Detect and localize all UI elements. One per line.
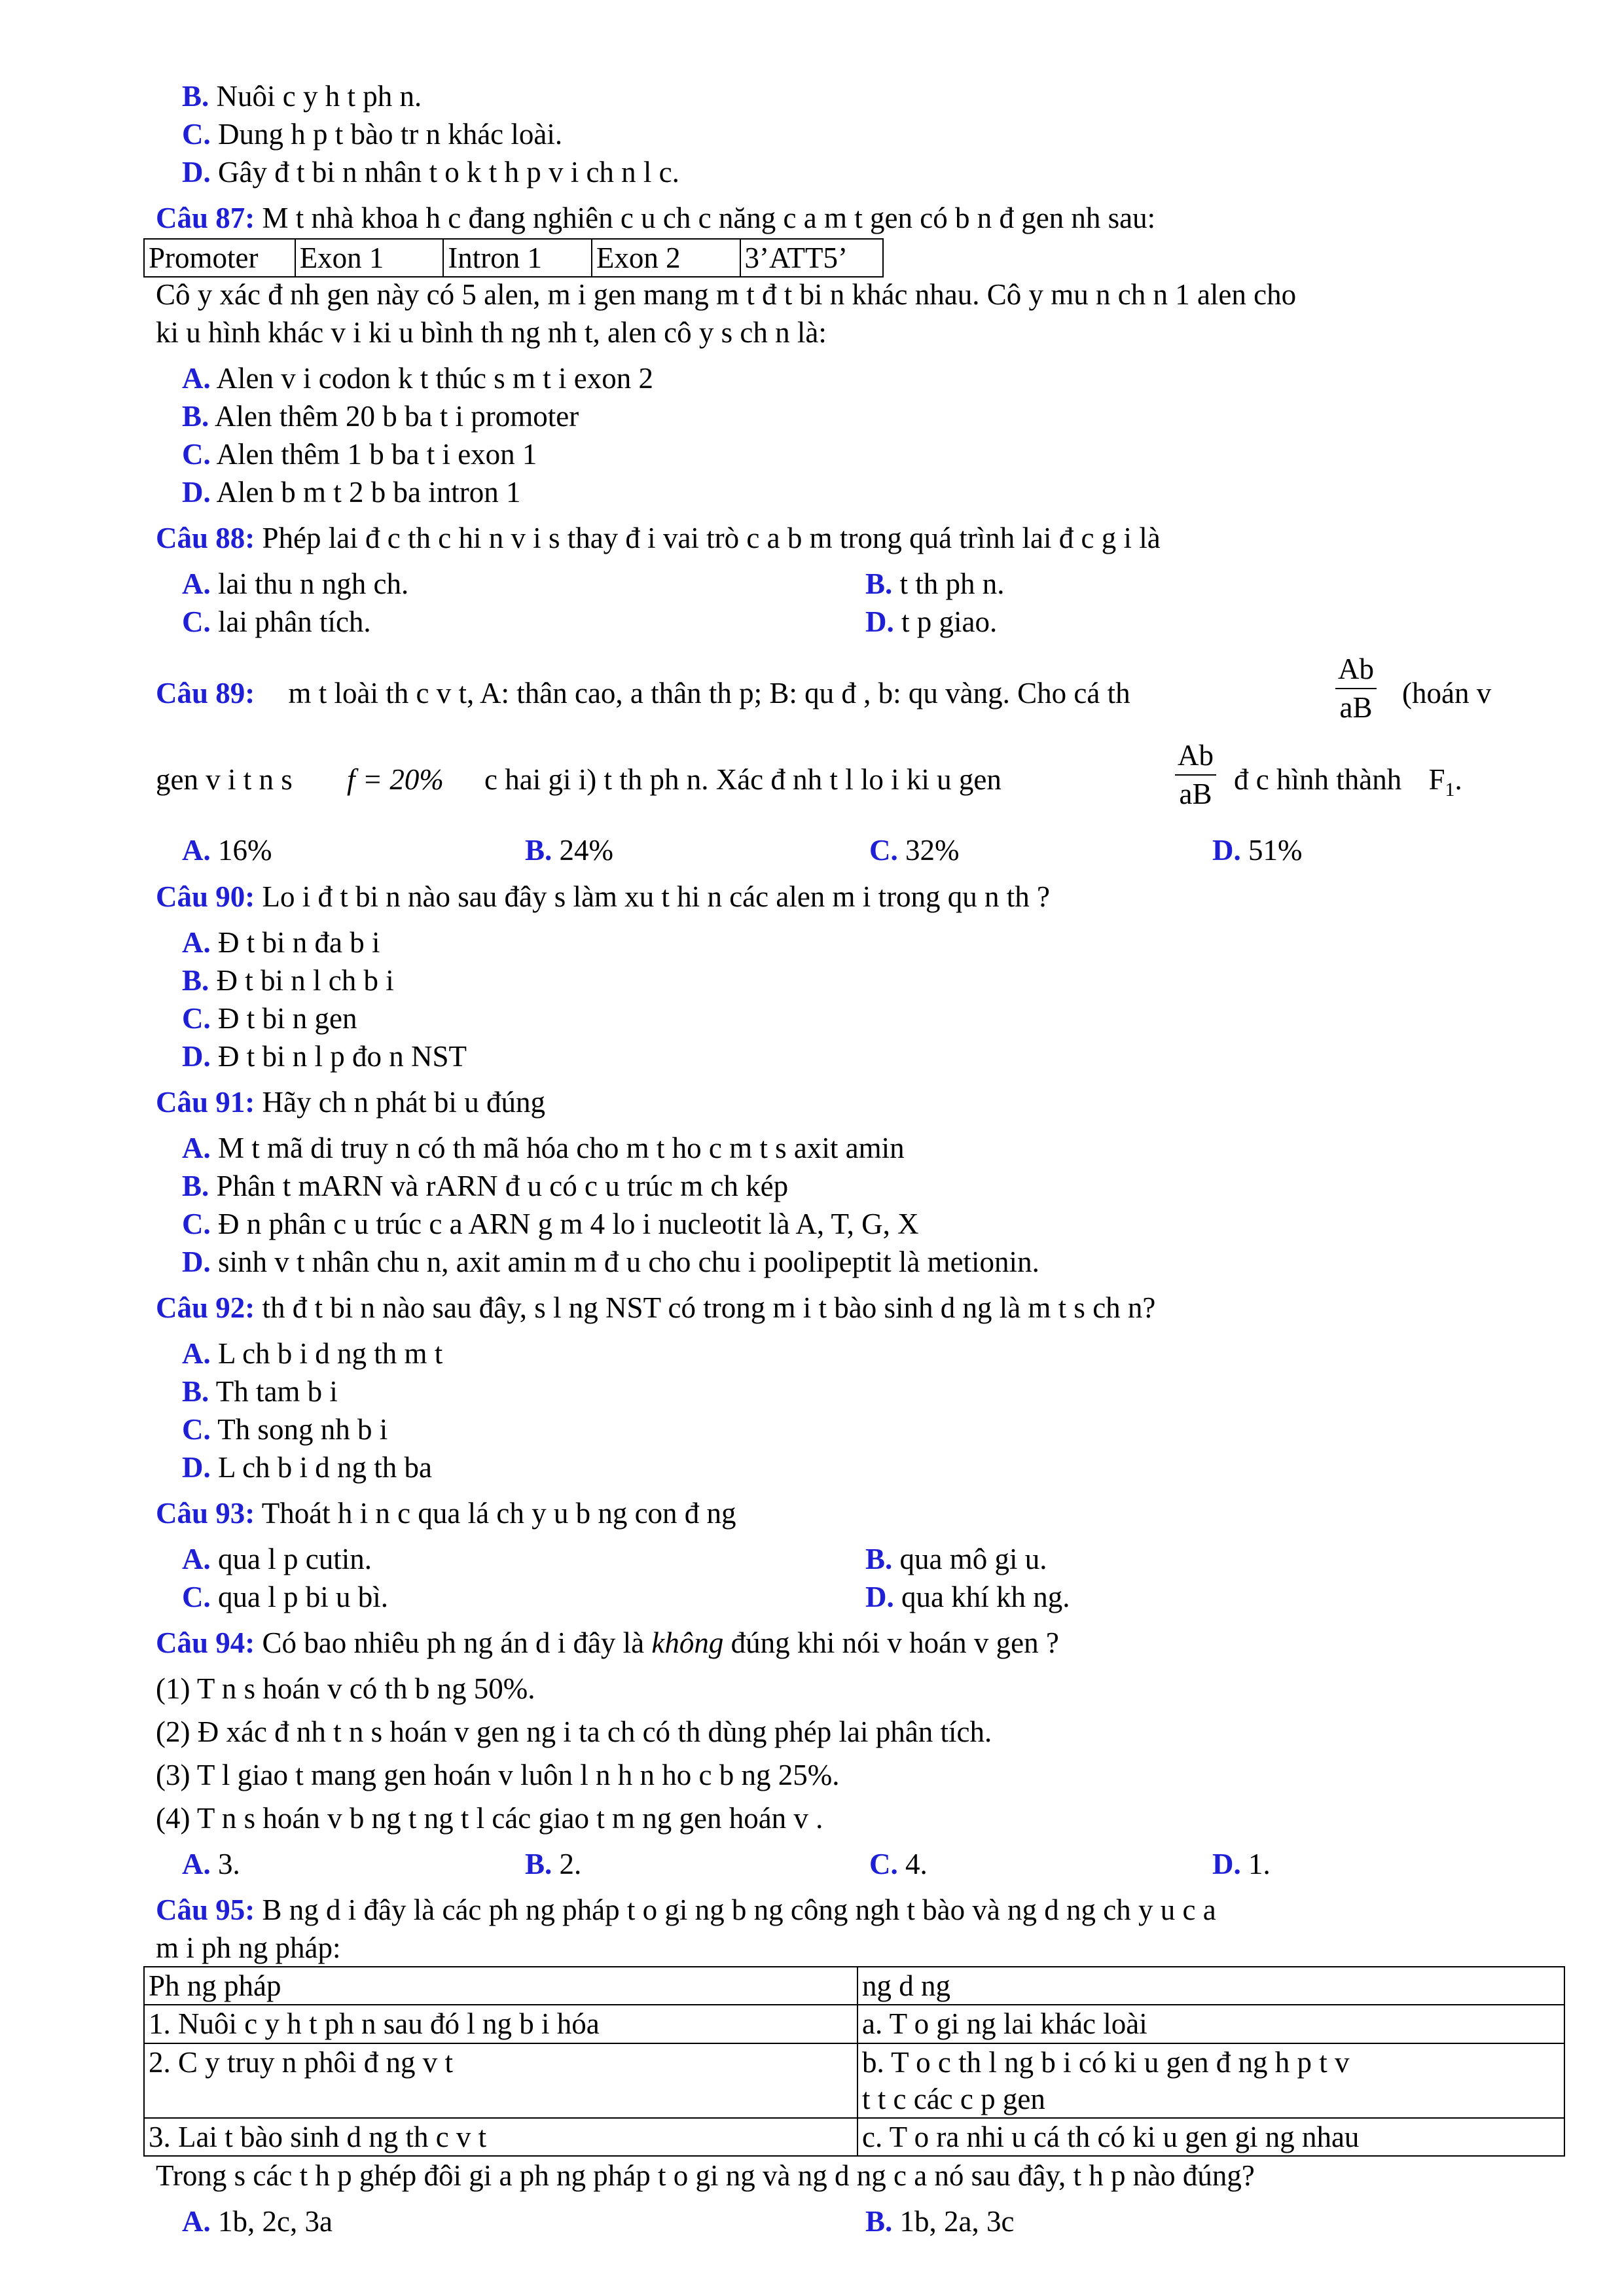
q92-option-b[interactable]: B. Th tam b i (182, 1375, 338, 1408)
gene-map-cell: Intron 1 (443, 239, 592, 277)
question-89-line-2a: gen v i t n s (156, 763, 293, 796)
q87-option-c[interactable]: C. Alen thêm 1 b ba t i exon 1 (182, 438, 537, 471)
q89-option-a[interactable]: A. 16% (182, 834, 272, 867)
question-95-stem-2: m i ph ng pháp: (156, 1931, 341, 1964)
q94-option-b[interactable]: B. 2. (525, 1848, 582, 1880)
recombination-frequency: f = 20% (347, 763, 444, 796)
q89-option-b[interactable]: B. 24% (525, 834, 614, 867)
q88-option-a[interactable]: A. lai thu n ngh ch. (182, 567, 409, 600)
q88-option-d[interactable]: D. t p giao. (865, 605, 998, 638)
table-row (144, 2005, 1564, 2043)
q94-option-c[interactable]: C. 4. (869, 1848, 928, 1880)
q88-option-b[interactable]: B. t th ph n. (865, 567, 1005, 600)
q93-option-b[interactable]: B. qua mô gi u. (865, 1543, 1047, 1575)
q89-option-d[interactable]: D. 51% (1212, 834, 1303, 867)
q95-option-b[interactable]: B. 1b, 2a, 3c (865, 2205, 1015, 2238)
question-89-stem: Câu 89: m t loài th c v t, A: thân cao, a thân th p; B: qu đ , b: qu vàng. Cho cá th (156, 677, 1130, 709)
q90-option-c[interactable]: C. Đ t bi n gen (182, 1002, 357, 1035)
question-90-stem: Câu 90: Lo i đ t bi n nào sau đây s làm xu t hi n các alen m i trong qu n th ? (156, 880, 1051, 913)
q95-option-a[interactable]: A. 1b, 2c, 3a (182, 2205, 333, 2238)
table-header: Ph ng pháp (144, 1967, 857, 2005)
question-87-text-1: Cô y xác đ nh gen này có 5 alen, m i gen mang m t đ t bi n khác nhau. Cô y mu n ch n 1 alen cho (156, 278, 1297, 311)
q90-option-b[interactable]: B. Đ t bi n l ch b i (182, 964, 394, 997)
question-87-text-2: ki u hình khác v i ki u bình th ng nh t, alen cô y s ch n là: (156, 316, 827, 349)
gene-map-table (143, 238, 884, 278)
q92-option-c[interactable]: C. Th song nh b i (182, 1413, 388, 1446)
q92-option-a[interactable]: A. L ch b i d ng th m t (182, 1337, 443, 1370)
table-cell: 2. C y truy n phôi đ ng v t (144, 2043, 857, 2119)
table-header-row (144, 1967, 1564, 2005)
question-89-line-2b: c hai gi i) t th ph n. Xác đ nh t l lo i ki u gen (484, 763, 1001, 796)
q94-statement-3: (3) T l giao t mang gen hoán v luôn l n h n ho c b ng 25%. (156, 1759, 840, 1791)
question-93-stem: Câu 93: Thoát h i n c qua lá ch y u b ng con đ ng (156, 1497, 736, 1530)
question-89-stem-end: (hoán v (1402, 677, 1492, 709)
q94-statement-2: (2) Đ xác đ nh t n s hoán v gen ng i ta ch có th dùng phép lai phân tích. (156, 1715, 992, 1748)
q90-option-d[interactable]: D. Đ t bi n l p đo n NST (182, 1040, 467, 1073)
prev-option-b: B. Nuôi c y h t ph n. (182, 80, 422, 113)
gene-map-cell: Exon 1 (295, 239, 444, 277)
q90-option-a[interactable]: A. Đ t bi n đa b i (182, 926, 380, 959)
q91-option-a[interactable]: A. M t mã di truy n có th mã hóa cho m t ho c m t s axit amin (182, 1132, 905, 1164)
table-row (144, 2118, 1564, 2156)
gene-map-cell: Exon 2 (592, 239, 740, 277)
q89-option-c[interactable]: C. 32% (869, 834, 960, 867)
q88-option-c[interactable]: C. lai phân tích. (182, 605, 371, 638)
q93-option-c[interactable]: C. qua l p bi u bì. (182, 1581, 388, 1613)
question-95-after: Trong s các t h p ghép đôi gi a ph ng pháp t o gi ng và ng d ng c a nó sau đây, t h p nào đúng? (156, 2159, 1255, 2192)
q93-option-d[interactable]: D. qua khí kh ng. (865, 1581, 1070, 1613)
q92-option-d[interactable]: D. L ch b i d ng th ba (182, 1451, 433, 1484)
q91-option-c[interactable]: C. Đ n phân c u trúc c a ARN g m 4 lo i nucleotit là A, T, G, X (182, 1208, 919, 1240)
table-cell: b. T o c th l ng b i có ki u gen đ ng h p t v t t c các c p gen (857, 2043, 1564, 2119)
q87-option-d[interactable]: D. Alen b m t 2 b ba intron 1 (182, 476, 521, 509)
gene-map-cell: Promoter (144, 239, 295, 277)
q91-option-d[interactable]: D. sinh v t nhân chu n, axit amin m đ u cho chu i poolipeptit là metionin. (182, 1246, 1039, 1278)
genotype-fraction-2: Ab aB (1175, 741, 1216, 809)
q94-statement-4: (4) T n s hoán v b ng t ng t l các giao t m ng gen hoán v . (156, 1802, 823, 1835)
methods-table (143, 1966, 1565, 2157)
prev-option-c: C. Dung h p t bào tr n khác loài. (182, 118, 563, 151)
q93-option-a[interactable]: A. qua l p cutin. (182, 1543, 372, 1575)
table-cell: c. T o ra nhi u cá th có ki u gen gi ng nhau (857, 2118, 1564, 2156)
question-88-stem: Câu 88: Phép lai đ c th c hi n v i s thay đ i vai trò c a b m trong quá trình lai đ c g i là (156, 522, 1161, 554)
question-87-stem: Câu 87: M t nhà khoa h c đang nghiên c u ch c năng c a m t gen có b n đ gen nh sau: (156, 202, 1156, 234)
genotype-fraction: Ab aB (1335, 655, 1377, 723)
table-cell: a. T o gi ng lai khác loài (857, 2005, 1564, 2043)
gene-map-cell: 3’ATT5’ (740, 239, 883, 277)
q94-statement-1: (1) T n s hoán v có th b ng 50%. (156, 1672, 535, 1705)
table-cell: 1. Nuôi c y h t ph n sau đó l ng b i hóa (144, 2005, 857, 2043)
table-row (144, 2043, 1564, 2119)
question-92-stem: Câu 92: th đ t bi n nào sau đây, s l ng NST có trong m i t bào sinh d ng là m t s ch n? (156, 1291, 1156, 1324)
question-94-stem: Câu 94: Có bao nhiêu ph ng án d i đây là không đúng khi nói v hoán v gen ? (156, 1626, 1059, 1659)
q94-option-a[interactable]: A. 3. (182, 1848, 240, 1880)
table-header: ng d ng (857, 1967, 1564, 2005)
prev-option-d: D. Gây đ t bi n nhân t o k t h p v i ch n l c. (182, 156, 679, 188)
q87-option-a[interactable]: A. Alen v i codon k t thúc s m t i exon 2 (182, 362, 653, 395)
question-95-stem-1: Câu 95: B ng d i đây là các ph ng pháp t o gi ng b ng công ngh t bào và ng d ng ch y u c a (156, 1893, 1216, 1926)
q87-option-b[interactable]: B. Alen thêm 20 b ba t i promoter (182, 400, 579, 433)
q94-option-d[interactable]: D. 1. (1212, 1848, 1271, 1880)
q91-option-b[interactable]: B. Phân t mARN và rARN đ u có c u trúc m ch kép (182, 1170, 789, 1202)
table-cell: 3. Lai t bào sinh d ng th c v t (144, 2118, 857, 2156)
question-89-line-2c: đ c hình thành $F_1$. (1234, 763, 1462, 800)
question-91-stem: Câu 91: Hãy ch n phát bi u đúng (156, 1086, 545, 1119)
